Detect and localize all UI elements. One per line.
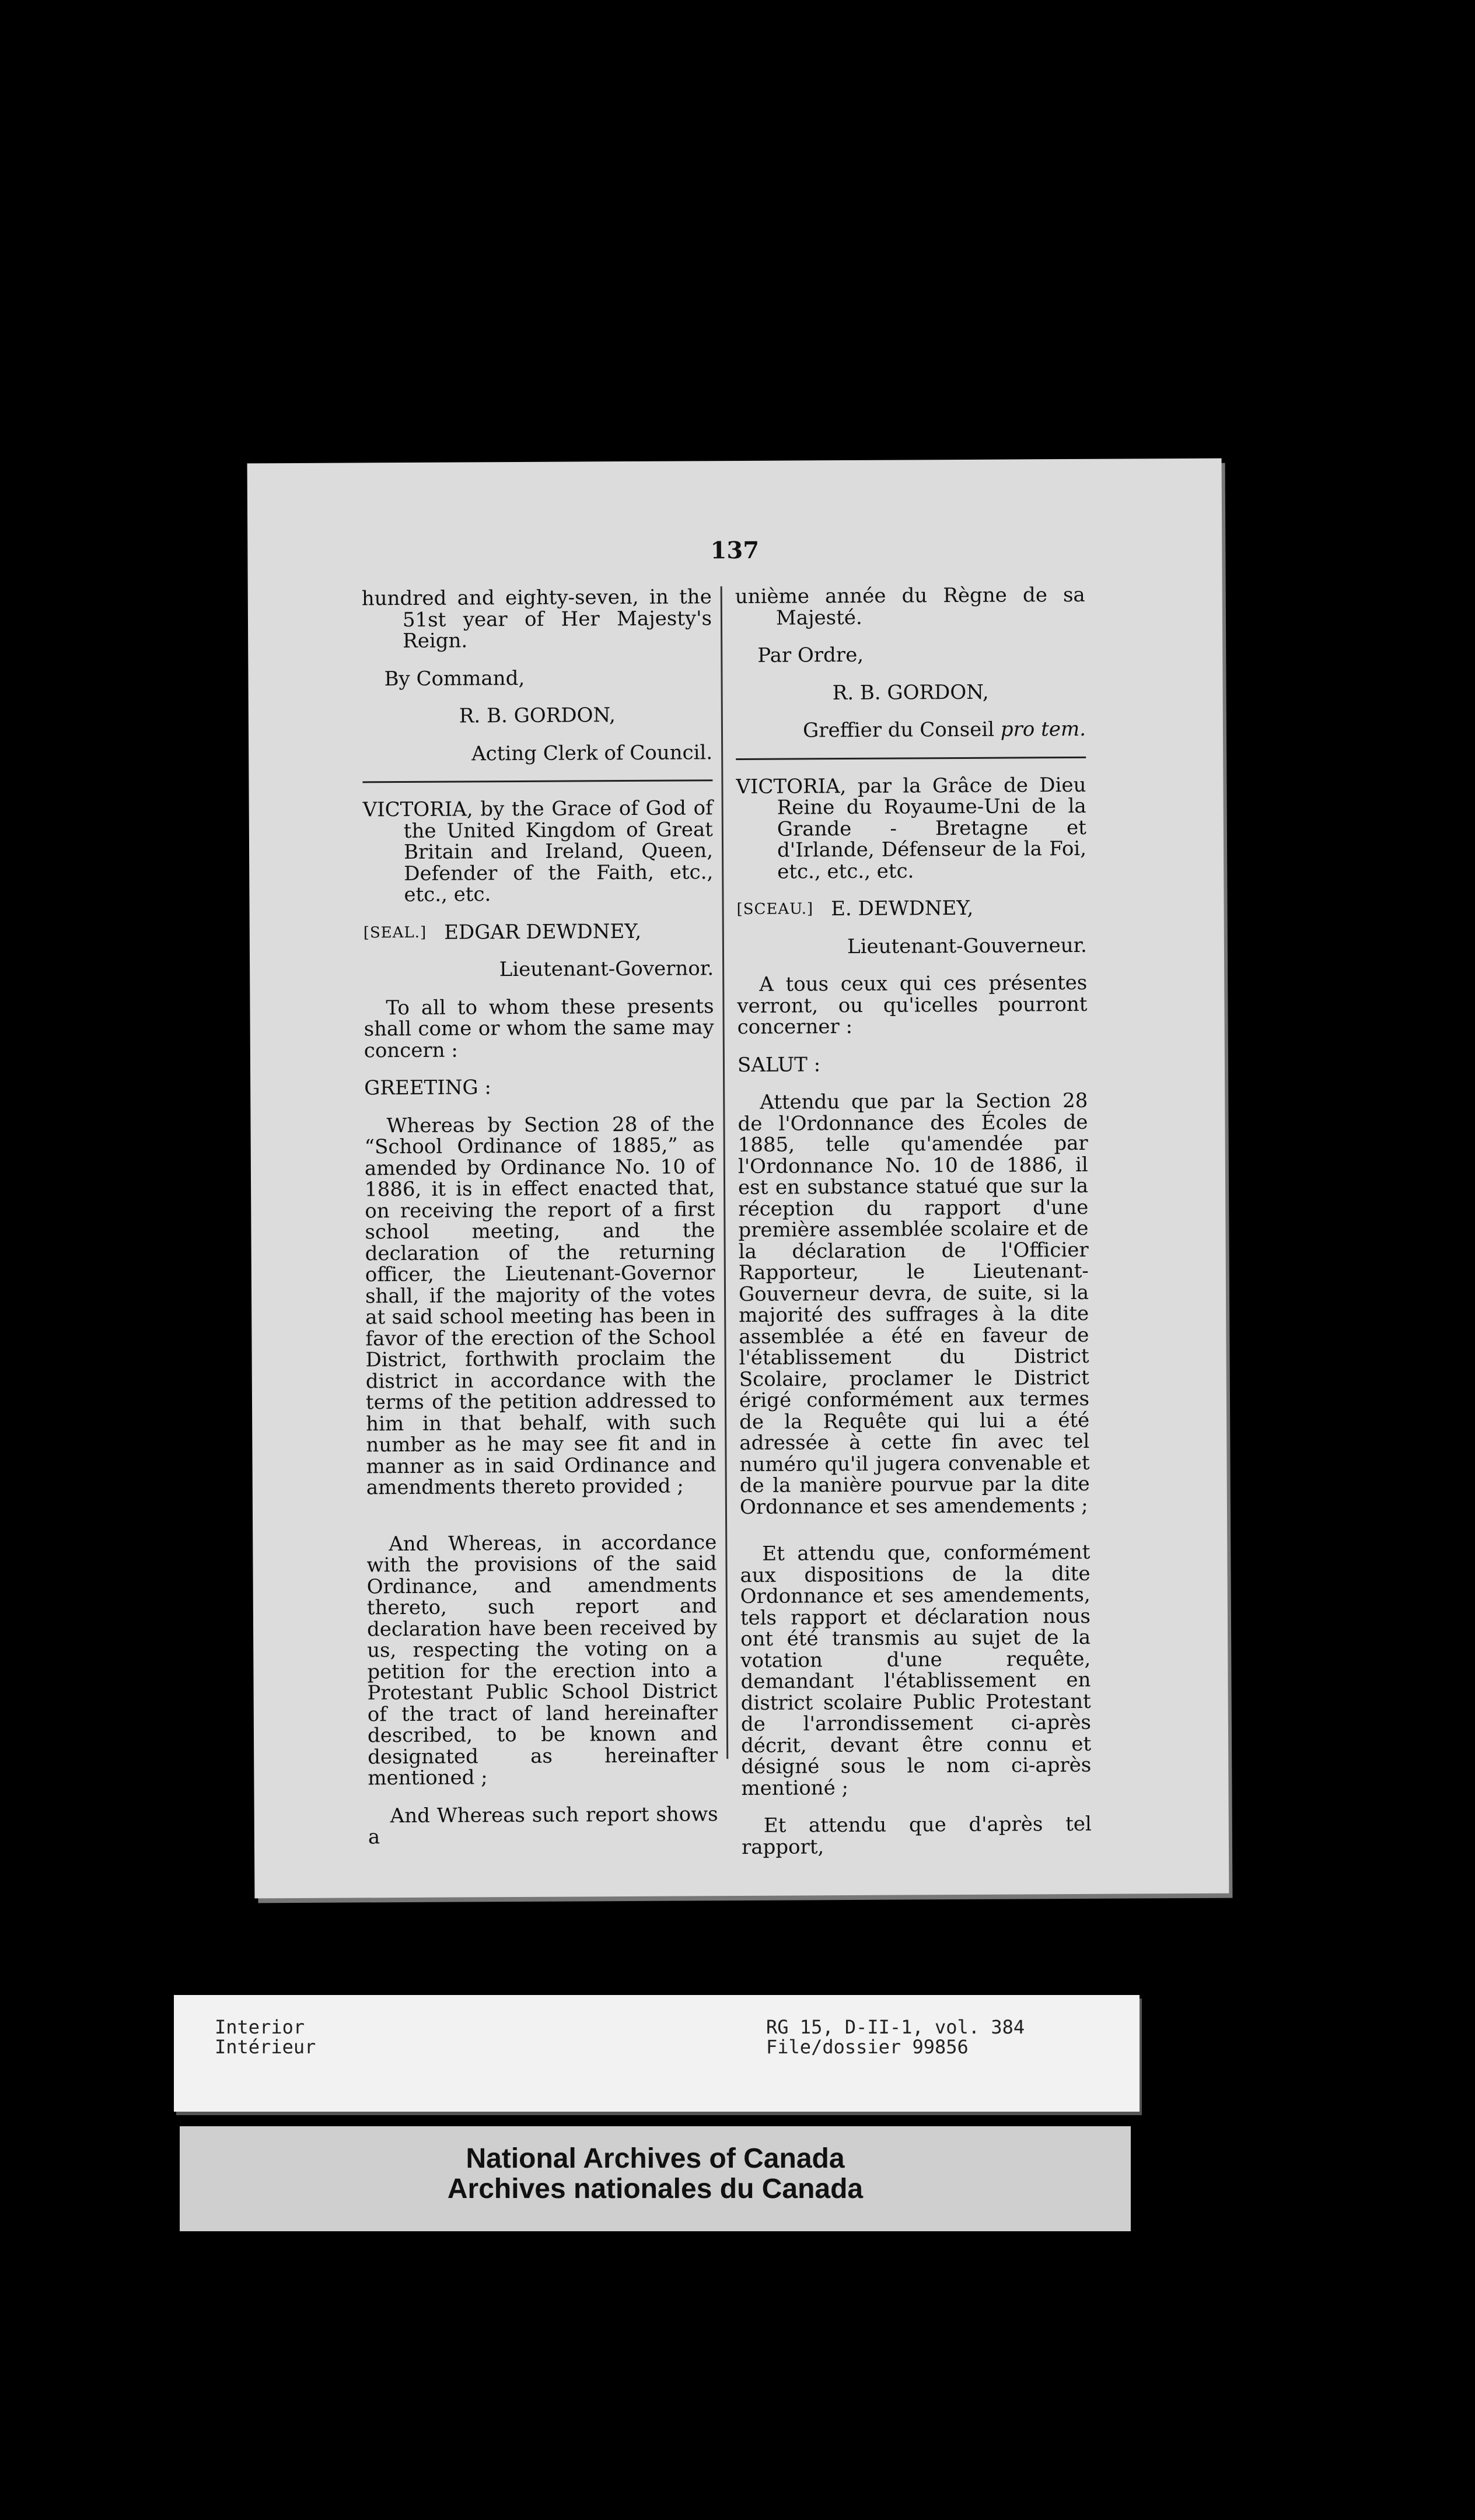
document-page	[247, 459, 1229, 1899]
seal-label-fr: [SCEAU.]	[736, 900, 814, 919]
section-rule-fr	[736, 756, 1086, 760]
department-label	[215, 2017, 316, 2057]
signer-title-fr	[736, 719, 1086, 742]
whereas-paragraph-1: Whereas by Section 28 of the “School Ordinance of 1885,” as amended by Ordinance No. 10 of 1886, it is in effect enacted that, on receiving the report of a first school meeting, and the declaration of the returning officer, the Lieutenant-Governor shall, if the majority of the votes at said school meeting has been in favor of the erection of the School District, forthwith proclaim the district in accordance with the terms of the petition addressed to him in that behalf, with such number as he may see fit and in manner as in said Ordinance and amendments thereto provided ;	[364, 1112, 716, 1500]
archive-name-fr: Archives nationales du Canada	[447, 2174, 864, 2204]
seal-label: [SEAL.]	[363, 923, 427, 942]
reign-year-text-fr: unième année du Règne de sa Majesté.	[735, 583, 1085, 630]
greeting: GREETING :	[364, 1076, 491, 1100]
attendu-paragraph-2: Et attendu que, conformément aux dispositions de la dite Ordonnance et ses amendements, tels rapport et déclaration nous ont été transmis au sujet de la votation d'une requête, demandant l'établissement en district scolaire Public Protestant de l'arrondissement ci-après décrit, devant être connu et désigné sous le nom ci-après mentioné ;	[740, 1540, 1092, 1800]
signer-title-fr-main: Greffier du Conseil	[803, 718, 1001, 743]
attendu-paragraph-3: Et attendu que d'après tel rapport,	[741, 1812, 1092, 1859]
file-number: File/dossier 99856	[766, 2036, 969, 2058]
seal-name-fr: E. DEWDNEY,	[831, 896, 974, 921]
seal-row	[363, 921, 714, 944]
by-command: By Command,	[384, 666, 525, 691]
par-ordre: Par Ordre,	[757, 643, 864, 667]
seal-title: Lieutenant-Governor.	[499, 957, 714, 982]
reign-year-text: hundred and eighty-seven, in the 51st year of Her Majesty's Reign.	[361, 585, 712, 653]
seal-name: EDGAR DEWDNEY,	[444, 919, 642, 944]
archive-credit-card	[180, 2126, 1131, 2231]
english-column	[362, 586, 718, 1848]
signer-title-fr-pro-tem: pro tem.	[1000, 717, 1086, 741]
signer-name: R. B. GORDON,	[459, 704, 616, 728]
archive-credit	[180, 2144, 1131, 2204]
whereas-paragraph-3: And Whereas such report shows a	[368, 1802, 718, 1849]
whereas-paragraph-2: And Whereas, in accordance with the provisions of the said Ordinance, and amendments thereto, such report and declaration have been received by us, respecting the voting on a petition for the erection into a Protestant Public School District of the tract of land hereinafter described, to be known and designated as hereinafter mentioned ;	[366, 1530, 718, 1790]
archive-name-en: National Archives of Canada	[466, 2143, 845, 2174]
department-fr: Intérieur	[215, 2036, 316, 2058]
seal-row-fr	[736, 897, 1086, 921]
reference-label-card	[174, 1995, 1140, 2112]
signer-title: Acting Clerk of Council.	[471, 740, 713, 765]
signer-name-fr: R. B. GORDON,	[832, 680, 989, 705]
victoria-proclamation: VICTORIA, by the Grace of God of the United Kingdom of Great Britain and Ireland, Queen, Defender of the Faith, etc., etc., etc.	[362, 796, 714, 907]
french-column	[735, 584, 1092, 1858]
page-number: 137	[710, 536, 760, 565]
victoria-proclamation-fr: VICTORIA, par la Grâce de Dieu Reine du Royaume-Uni de la Grande - Bretagne et d'Irlande, Défenseur de la Foi, etc., etc., etc.	[736, 773, 1087, 884]
department-en: Interior	[215, 2016, 305, 2038]
record-group: RG 15, D-II-1, vol. 384	[766, 2016, 1025, 2038]
salut: SALUT :	[737, 1052, 821, 1077]
column-divider	[721, 586, 729, 1759]
attendu-paragraph-1: Attendu que par la Section 28 de l'Ordonnance des Écoles de 1885, telle qu'amendée par l'Ordonnance No. 10 de 1886, il est en substance statué que sur la réception du rapport d'une première assemblée scolaire et de la déclaration de l'Officier Rapporteur, le Lieutenant-Gouverneur devra, de suite, si la majorité des suffrages à la dite assemblée a été en faveur de l'établissement du District Scolaire, proclamer le District érigé conformément aux termes de la Requête qui lui a été adressée à cette fin avec tel numéro qu'il jugera convenable et de la manière pourvue par la dite Ordonnance et ses amendements ;	[737, 1088, 1090, 1519]
section-rule	[362, 779, 712, 783]
file-reference	[766, 2017, 1025, 2057]
seal-title-fr: Lieutenant-Gouverneur.	[847, 933, 1088, 958]
to-all-text-fr: A tous ceux qui ces présentes verront, ou qu'icelles pourront concerner :	[737, 971, 1088, 1040]
to-all-text: To all to whom these presents shall come or whom the same may concern :	[363, 994, 714, 1062]
